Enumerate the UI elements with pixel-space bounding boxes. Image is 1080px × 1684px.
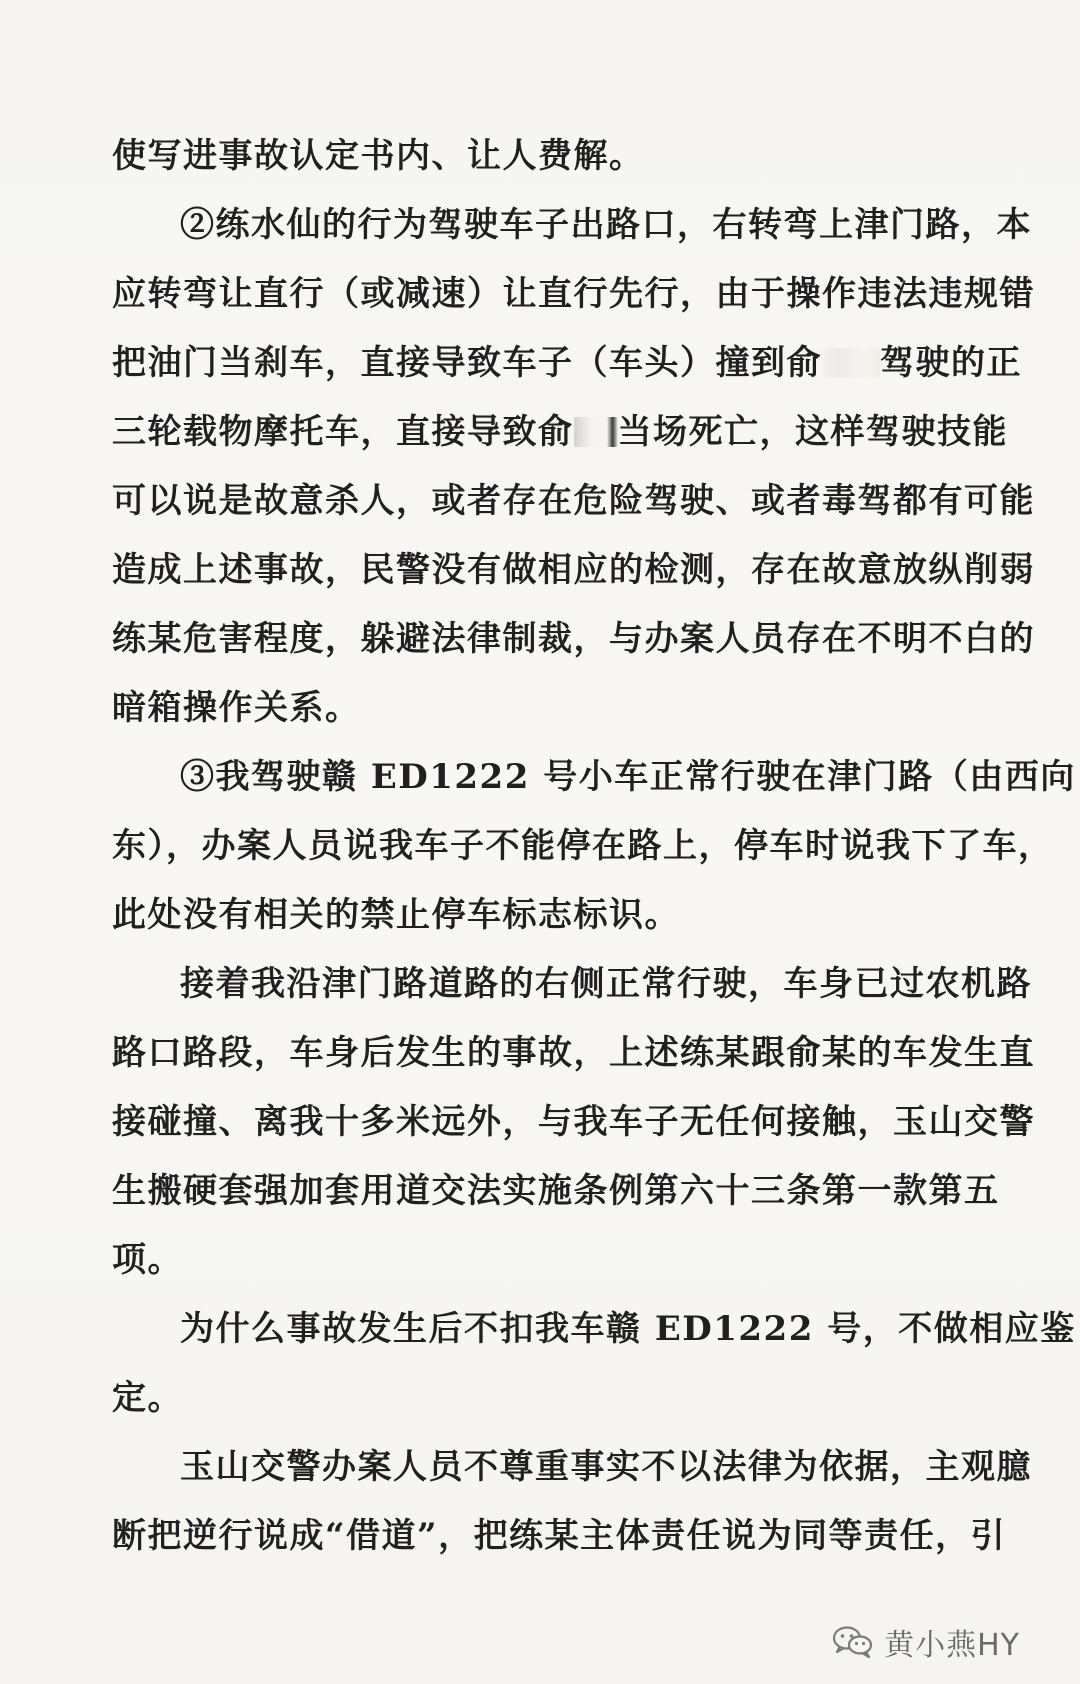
- text-line: 定。: [112, 1378, 183, 1418]
- text-segment: 把油门当刹车，直接导致车子（车头）撞到俞: [112, 343, 822, 383]
- text-line: 使写进事故认定书内、让人费解。: [112, 136, 645, 176]
- text-line: 玉山交警办案人员不尊重事实不以法律为依据，主观臆: [180, 1447, 1032, 1487]
- text-segment: 当场死亡，这样驾驶技能: [617, 412, 1008, 452]
- text-line: 接碰撞、离我十多米远外，与我车子无任何接触，玉山交警: [112, 1102, 1035, 1142]
- text-line: ③我驾驶赣 ED1222 号小车正常行驶在津门路（由西向: [180, 757, 1076, 797]
- text-line: 可以说是故意杀人，或者存在危险驾驶、或者毒驾都有可能: [112, 481, 1035, 521]
- text-line: 暗箱操作关系。: [112, 688, 361, 728]
- text-line: 接着我沿津门路道路的右侧正常行驶，车身已过农机路: [180, 964, 1032, 1004]
- text-line: 造成上述事故，民警没有做相应的检测，存在故意放纵削弱: [112, 550, 1035, 590]
- text-line: 东），办案人员说我车子不能停在路上，停车时说我下了车，: [112, 826, 1054, 866]
- wechat-icon: [832, 1625, 874, 1659]
- text-line: 断把逆行说成“借道”，把练某主体责任说为同等责任，引: [112, 1516, 1007, 1556]
- text-line: ②练水仙的行为驾驶车子出路口，右转弯上津门路，本: [180, 205, 1032, 245]
- text-segment: 驾驶的正: [880, 343, 1022, 383]
- text-line: 路口路段，车身后发生的事故，上述练某跟俞某的车发生直: [112, 1033, 1035, 1073]
- text-line: 项。: [112, 1240, 183, 1280]
- text-line: 为什么事故发生后不扣我车赣 ED1222 号，不做相应鉴: [180, 1309, 1076, 1349]
- text-line: 应转弯让直行（或减速）让直行先行，由于操作违法违规错: [112, 274, 1035, 314]
- redaction-mark: [822, 348, 880, 378]
- text-line: 生搬硬套强加套用道交法实施条例第六十三条第一款第五: [112, 1171, 1000, 1211]
- text-segment: 三轮载物摩托车，直接导致俞: [112, 412, 574, 452]
- text-line: 此处没有相关的禁止停车标志标识。: [112, 895, 680, 935]
- watermark: [832, 1620, 1020, 1664]
- text-line: [112, 412, 1008, 452]
- text-line: 练某危害程度，躲避法律制裁，与办案人员存在不明不白的: [112, 619, 1035, 659]
- redaction-mark: [574, 417, 618, 447]
- watermark-text: 黄小燕HY: [884, 1628, 1020, 1663]
- text-line: [112, 343, 1022, 383]
